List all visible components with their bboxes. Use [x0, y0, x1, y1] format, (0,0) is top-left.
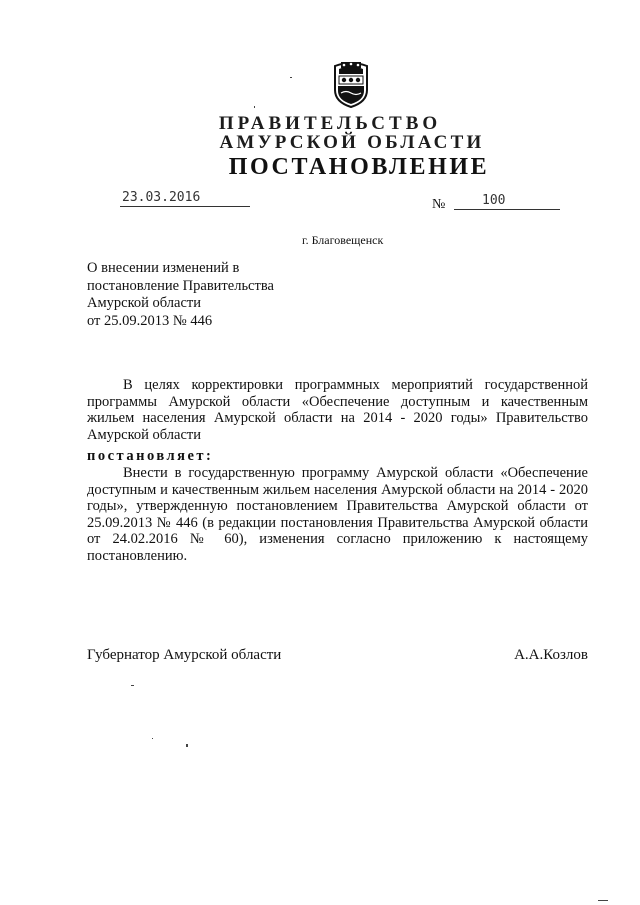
document-date: 23.03.2016 [120, 190, 250, 207]
scan-speck [186, 744, 188, 747]
subject-line: Амурской области [87, 295, 201, 311]
scan-speck [131, 685, 134, 686]
subject-line: О внесении изменений в [87, 260, 240, 276]
resolution-paragraph: Внести в государственную программу Амурской области «Обеспечение доступным и качественным жильем населения Амурской области на 2014 - 2020 годы», утвержденную постановлением Правительства Амурской области от 25.09.2013 № 446 (в редакции постановления Правительства Амурской области от 24.02.2016 № 60), изменения согласно приложению к настоящему постановлению. [87, 465, 588, 564]
org-name-line2: АМУРСКОЙ ОБЛАСТИ [219, 132, 485, 153]
document-type-title: ПОСТАНОВЛЕНИЕ [228, 154, 490, 180]
subject-line: от 25.09.2013 № 446 [87, 312, 213, 329]
preamble-paragraph: В целях корректировки программных мероприятий государственной программы Амурской области «Обеспечение доступным и качественным жильем населения Амурской области на 2014 - 2020 годы» Правительство Амурской области [87, 377, 588, 443]
org-name-line1: ПРАВИТЕЛЬСТВО [218, 113, 442, 134]
city: г. Благовещенск [302, 233, 384, 247]
scan-speck [254, 106, 255, 108]
scan-speck [290, 77, 292, 78]
signer-name: А.А.Козлов [514, 647, 588, 663]
coat-of-arms-icon [331, 60, 371, 108]
scan-speck [152, 738, 153, 739]
subject-line: постановление Правительства [87, 277, 274, 294]
document-subject [87, 260, 274, 330]
number-sign: № [432, 197, 446, 212]
resolves-heading: постановляет: [87, 448, 214, 464]
signer-title: Губернатор Амурской области [87, 647, 282, 663]
document-number: 100 [454, 193, 560, 210]
scan-speck [598, 900, 608, 901]
